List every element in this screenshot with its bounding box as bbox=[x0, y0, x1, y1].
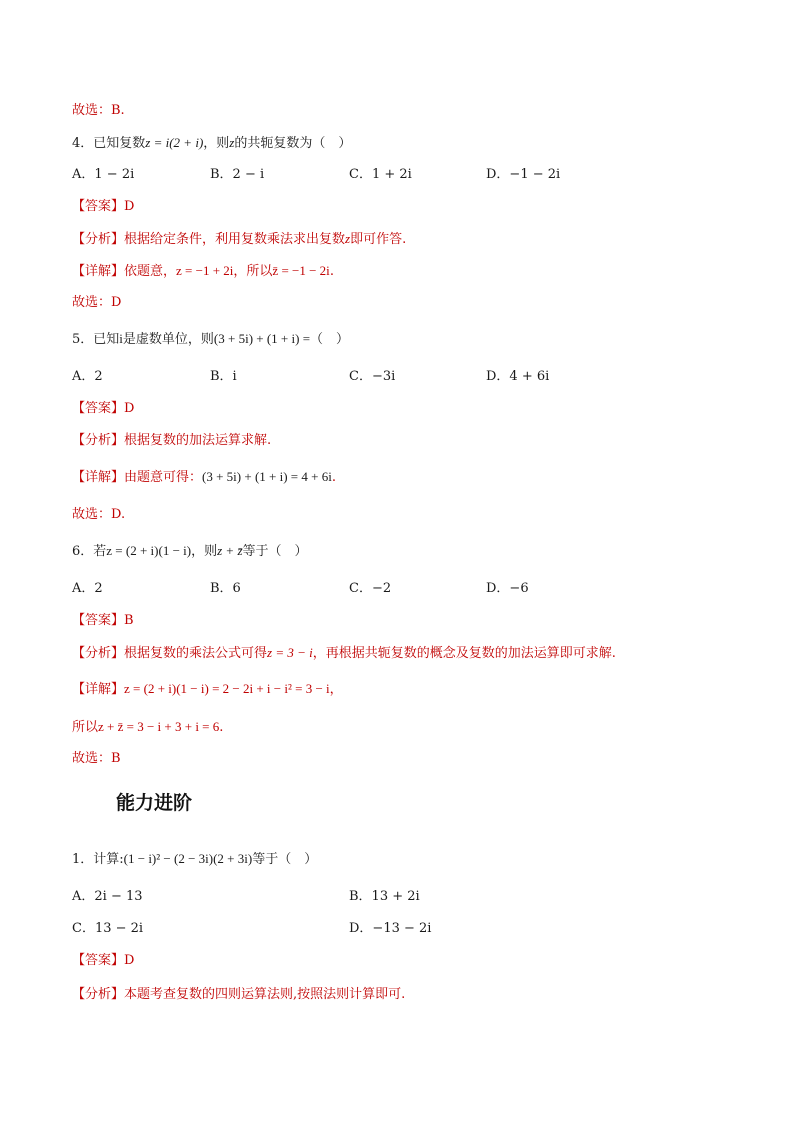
q4-analysis-b: 即可作答. bbox=[350, 232, 407, 247]
q4-answer: 【答案】D bbox=[72, 199, 135, 214]
adv1-option-c: C．13 − 2i bbox=[72, 921, 144, 936]
question-6 bbox=[72, 542, 308, 561]
q4-suffix: 的共轭复数为（ ） bbox=[234, 136, 352, 151]
adv1-answer: 【答案】D bbox=[72, 953, 135, 968]
q6-formula: z = (2 + i)(1 − i) bbox=[106, 543, 192, 558]
q4-prefix: 4．已知复数 bbox=[72, 136, 146, 151]
q5-formula: (3 + 5i) + (1 + i) = bbox=[213, 331, 311, 346]
q4-choice: 故选：D bbox=[72, 295, 122, 310]
q5-detail bbox=[72, 468, 336, 487]
q4-detail-formula-2: z̄ = −1 − 2i bbox=[272, 263, 330, 278]
q5-option-d: D．4 + 6i bbox=[486, 369, 550, 384]
q6-prefix: 6．若 bbox=[72, 544, 107, 559]
q6-suffix: 等于（ ） bbox=[242, 544, 308, 559]
q6-option-d: D．−6 bbox=[486, 581, 529, 596]
adv1-option-a: A．2i − 13 bbox=[72, 889, 143, 904]
q4-detail-formula: z = −1 + 2i bbox=[176, 263, 234, 278]
q6-detail bbox=[72, 680, 343, 699]
section-title: 能力进阶 bbox=[116, 792, 193, 814]
adv1-option-b: B．13 + 2i bbox=[349, 889, 420, 904]
answer-choice-line: 故选：B. bbox=[72, 103, 125, 118]
q4-detail bbox=[72, 262, 334, 281]
question-4 bbox=[72, 134, 351, 153]
q4-detail-c: . bbox=[329, 264, 334, 279]
q6-analysis-a: 【分析】根据复数的乘法公式可得 bbox=[72, 646, 268, 661]
q6-cont-a: 所以 bbox=[72, 720, 99, 735]
q4-option-d: D．−1 − 2i bbox=[486, 167, 561, 182]
q6-option-a: A．2 bbox=[72, 581, 103, 596]
q4-detail-a: 【详解】依题意， bbox=[72, 264, 177, 279]
q6-choice: 故选：B bbox=[72, 751, 121, 766]
q5-analysis: 【分析】根据复数的加法运算求解. bbox=[72, 433, 272, 448]
q4-analysis-a: 【分析】根据给定条件，利用复数乘法求出复数 bbox=[72, 232, 346, 247]
q6-cont-formula: z + z̄ = 3 − i + 3 + i = 6 bbox=[98, 719, 220, 734]
q5-mid: 是虚数单位，则 bbox=[122, 332, 214, 347]
q4-option-c: C．1 + 2i bbox=[349, 167, 412, 182]
question-adv-1 bbox=[72, 850, 317, 869]
q4-formula: z = i(2 + i) bbox=[145, 135, 204, 150]
q5-detail-b: . bbox=[331, 470, 336, 485]
q6-option-b: B．6 bbox=[210, 581, 241, 596]
q5-answer: 【答案】D bbox=[72, 401, 135, 416]
q6-detail-formula: z = (2 + i)(1 − i) = 2 − 2i + i − i² = 3 − i bbox=[124, 681, 330, 696]
q6-formula-2: z + z̄ bbox=[217, 543, 243, 558]
q6-analysis-formula: z = 3 − i bbox=[267, 645, 313, 660]
q6-cont-b: . bbox=[219, 720, 224, 735]
q4-option-a: A．1 − 2i bbox=[72, 167, 135, 182]
q6-analysis bbox=[72, 644, 616, 663]
q6-mid: ，则 bbox=[191, 544, 218, 559]
q4-analysis-z: z bbox=[345, 231, 351, 246]
q4-z: z bbox=[229, 135, 235, 150]
q6-detail-cont bbox=[72, 718, 223, 737]
q6-detail-a: 【详解】 bbox=[72, 682, 125, 697]
q4-mid: ，则 bbox=[203, 136, 230, 151]
q6-option-c: C．−2 bbox=[349, 581, 392, 596]
q5-detail-a: 【详解】由题意可得： bbox=[72, 470, 203, 485]
adv1-option-d: D．−13 − 2i bbox=[349, 921, 432, 936]
q6-detail-b: ， bbox=[329, 682, 343, 697]
adv1-analysis: 【分析】本题考查复数的四则运算法则,按照法则计算即可. bbox=[72, 987, 406, 1002]
adv1-prefix: 1．计算: bbox=[72, 852, 124, 867]
q5-option-a: A．2 bbox=[72, 369, 103, 384]
q5-prefix: 5．已知 bbox=[72, 332, 120, 347]
q4-detail-b: ，所以 bbox=[233, 264, 273, 279]
q5-i: i bbox=[119, 331, 123, 346]
q5-option-c: C．−3i bbox=[349, 369, 396, 384]
q4-analysis bbox=[72, 230, 406, 249]
q5-option-b: B．i bbox=[210, 369, 237, 384]
q6-answer: 【答案】B bbox=[72, 613, 134, 628]
question-5 bbox=[72, 330, 349, 349]
adv1-suffix: 等于（ ） bbox=[252, 852, 318, 867]
q5-choice: 故选：D. bbox=[72, 507, 126, 522]
q5-suffix: （ ） bbox=[310, 332, 350, 347]
q5-detail-formula: (3 + 5i) + (1 + i) = 4 + 6i bbox=[202, 469, 332, 484]
q4-option-b: B．2 − i bbox=[210, 167, 265, 182]
q6-analysis-b: ，再根据共轭复数的概念及复数的加法运算即可求解. bbox=[312, 646, 616, 661]
adv1-formula: (1 − i)² − (2 − 3i)(2 + 3i) bbox=[123, 851, 253, 866]
